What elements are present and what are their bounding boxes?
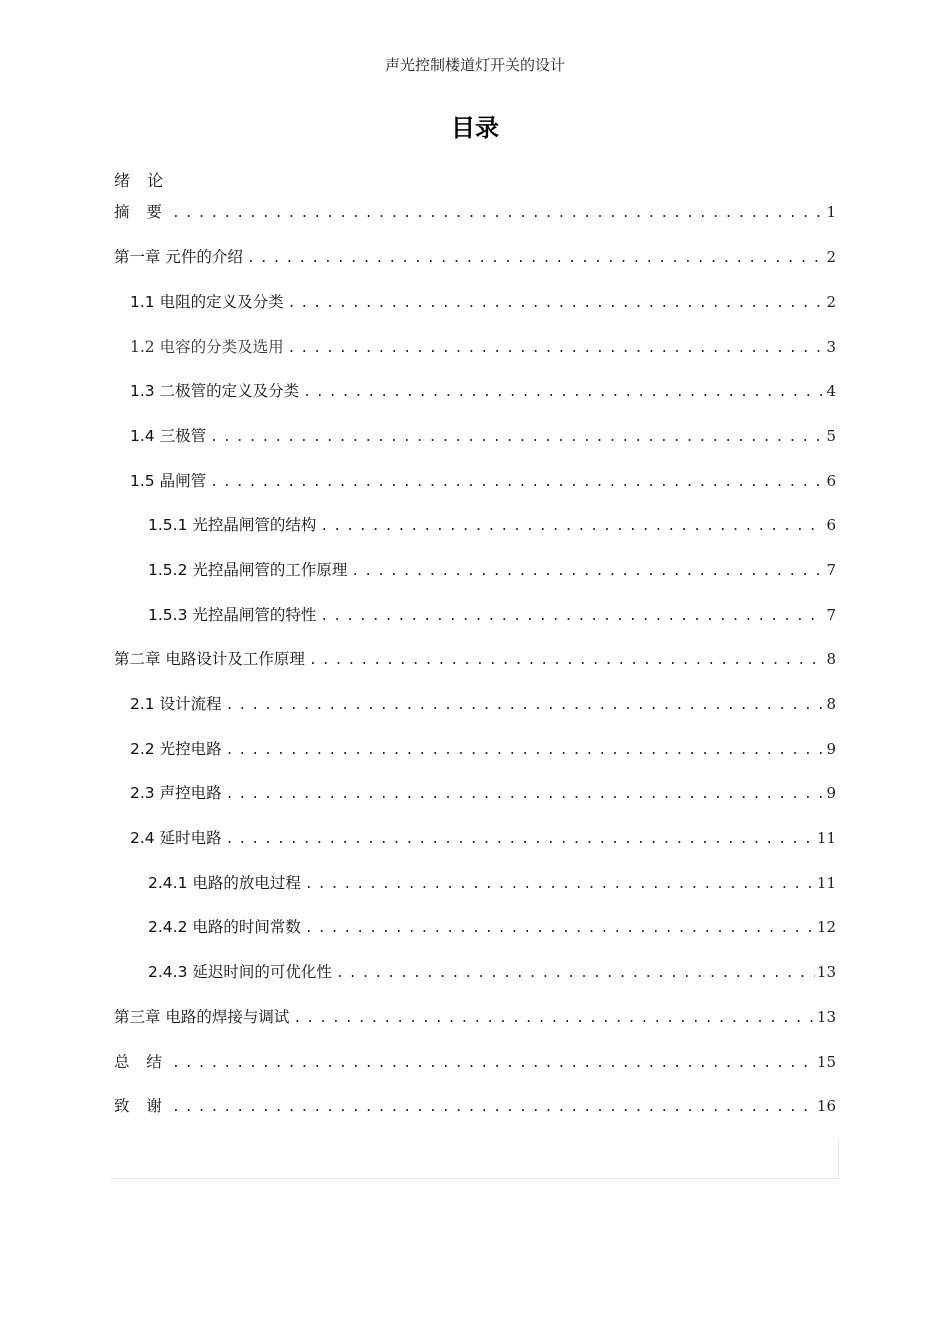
toc-page-number: 13 [816, 963, 836, 981]
running-header: 声光控制楼道灯开关的设计 [384, 56, 565, 74]
toc-dot-leader [320, 607, 824, 627]
toc-entry-label: 1.1 电阻的定义及分类 [130, 293, 284, 311]
toc-page-number: 13 [816, 1008, 836, 1026]
toc-entry-1-5-3[interactable] [148, 603, 836, 627]
toc-page-number: 7 [826, 561, 836, 579]
toc-entry-abstract[interactable] [114, 200, 836, 224]
toc-page-number: 6 [826, 472, 836, 490]
toc-page-number: 11 [816, 829, 836, 847]
toc-dot-leader [210, 428, 824, 448]
toc-entry-chapter-2[interactable] [114, 647, 836, 671]
toc-dot-leader [172, 1098, 815, 1118]
toc-entry-2-2[interactable] [130, 737, 836, 761]
toc-page-number: 8 [826, 695, 836, 713]
toc-page-number: 3 [826, 338, 836, 356]
toc-entry-label: 第三章 电路的焊接与调试 [114, 1008, 290, 1026]
toc-page-number: 15 [816, 1053, 836, 1071]
toc-dot-leader [336, 964, 815, 984]
toc-entry-1-5-2[interactable] [148, 558, 836, 582]
toc-entry-2-1[interactable] [130, 692, 836, 716]
toc-entry-label: 1.2 电容的分类及选用 [130, 338, 284, 356]
toc-page-number: 6 [826, 516, 836, 534]
toc-dot-leader [226, 830, 815, 850]
toc-entry-label: 2.1 设计流程 [130, 695, 222, 713]
toc-entry-label: 致 谢 [114, 1097, 168, 1115]
toc-entry-label: 第二章 电路设计及工作原理 [114, 650, 305, 668]
toc-dot-leader [288, 339, 825, 359]
toc-entry-2-3[interactable] [130, 781, 836, 805]
toc-page-number: 8 [826, 650, 836, 668]
toc-dot-leader [226, 696, 825, 716]
toc-page-number: 5 [826, 427, 836, 445]
toc-dot-leader [303, 383, 824, 403]
toc-entry-1-4[interactable] [130, 424, 836, 448]
toc-entry-chapter-3[interactable] [114, 1005, 836, 1029]
toc-entry-summary[interactable] [114, 1050, 836, 1074]
toc-entry-label: 2.4.2 电路的时间常数 [148, 918, 301, 936]
toc-dot-leader [351, 562, 824, 582]
toc-dot-leader [305, 875, 815, 895]
toc-entry-1-2[interactable] [130, 335, 836, 359]
toc-entry-label: 摘 要 [114, 203, 168, 221]
toc-entry-label: 1.5.1 光控晶闸管的结构 [148, 516, 317, 534]
toc-entry-label: 第一章 元件的介绍 [114, 248, 243, 266]
toc-entry-label: 总 结 [114, 1053, 168, 1071]
toc-page-number: 7 [826, 606, 836, 624]
toc-entry-label: 1.5.3 光控晶闸管的特性 [148, 606, 317, 624]
toc-page-number: 11 [816, 874, 836, 892]
toc-page-number: 16 [816, 1097, 836, 1115]
toc-entry-label: 1.4 三极管 [130, 427, 207, 445]
toc-dot-leader [172, 1054, 815, 1074]
toc-intro-label: 绪 论 [114, 171, 170, 190]
toc-dot-leader [309, 651, 825, 671]
toc-dot-leader [210, 473, 824, 493]
toc-entry-acknowledgements[interactable] [114, 1094, 836, 1118]
toc-dot-leader [320, 517, 824, 537]
toc-entry-chapter-1[interactable] [114, 245, 836, 269]
toc-entry-label: 1.5 晶闸管 [130, 472, 207, 490]
toc-entry-1-5[interactable] [130, 469, 836, 493]
toc-entry-label: 2.4.3 延迟时间的可优化性 [148, 963, 332, 981]
toc-entry-label: 2.4 延时电路 [130, 829, 222, 847]
toc-entry-label: 2.4.1 电路的放电过程 [148, 874, 301, 892]
toc-dot-leader [288, 294, 825, 314]
toc-dot-leader [305, 919, 815, 939]
toc-entry-2-4-2[interactable] [148, 915, 836, 939]
toc-page-number: 2 [826, 293, 836, 311]
toc-dot-leader [247, 249, 825, 269]
toc-entry-1-1[interactable] [130, 290, 836, 314]
toc-entry-label: 1.5.2 光控晶闸管的工作原理 [148, 561, 348, 579]
toc-entry-1-3[interactable] [130, 379, 836, 403]
toc-dot-leader [226, 785, 825, 805]
footer-frame [110, 1140, 839, 1179]
toc-page-number: 1 [826, 203, 836, 221]
toc-entry-label: 2.3 声控电路 [130, 784, 222, 802]
toc-dot-leader [172, 204, 825, 224]
toc-page-number: 2 [826, 248, 836, 266]
toc-page-number: 4 [826, 382, 836, 400]
toc-page-number: 9 [826, 784, 836, 802]
toc-entry-1-5-1[interactable] [148, 513, 836, 537]
toc-entry-2-4-1[interactable] [148, 871, 836, 895]
toc-entry-label: 2.2 光控电路 [130, 740, 222, 758]
toc-dot-leader [293, 1009, 814, 1029]
toc-page-number: 12 [816, 918, 836, 936]
toc-page-number: 9 [826, 740, 836, 758]
toc-dot-leader [226, 741, 825, 761]
toc-entry-2-4-3[interactable] [148, 960, 836, 984]
toc-title: 目录 [451, 114, 499, 142]
toc-entry-2-4[interactable] [130, 826, 836, 850]
toc-entry-label: 1.3 二极管的定义及分类 [130, 382, 300, 400]
